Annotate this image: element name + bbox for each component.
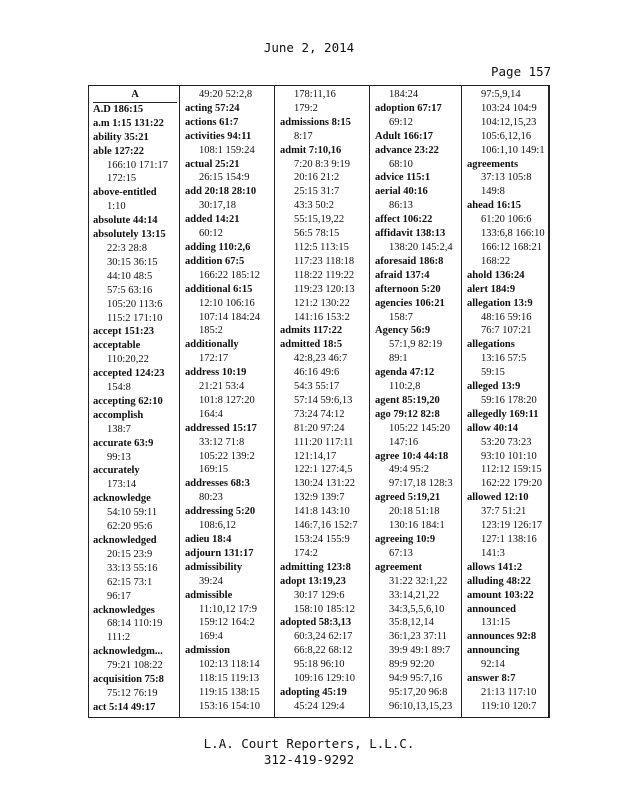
- index-page-refs: 93:10 101:10: [481, 450, 537, 462]
- header-date: June 2, 2014: [263, 40, 355, 55]
- index-page-refs: 108:6,12: [199, 520, 237, 532]
- index-entry: agreeing 10:9: [375, 534, 436, 545]
- index-page-refs: 115:2 171:10: [107, 312, 163, 324]
- index-page-refs: 130:16 184:1: [389, 520, 445, 532]
- index-entry: adopt 13:19,23: [280, 575, 346, 587]
- index-page-refs: 141:8 143:10: [294, 506, 350, 518]
- index-entry: admissibility: [185, 561, 243, 573]
- index-page-refs: 119:15 138:15: [199, 686, 260, 698]
- index-entry: accepting 62:10: [93, 395, 163, 407]
- index-entry: absolutely 13:15: [93, 229, 166, 241]
- footer-phone: 312-419-9292: [263, 752, 355, 767]
- index-page-refs: 178:11,16: [294, 89, 336, 100]
- index-page-refs: 105:22 139:2: [199, 450, 255, 462]
- index-entry: acquisition 75:8: [93, 674, 164, 686]
- index-page-refs: 75:12 76:19: [107, 687, 158, 699]
- index-entry: acknowledges: [93, 604, 155, 616]
- index-page-refs: 174:2: [294, 547, 318, 559]
- index-column-5: [467, 88, 549, 714]
- index-page-refs: 57:5 63:16: [107, 284, 153, 296]
- index-page-refs: 101:8 127:20: [199, 394, 255, 406]
- index-page-refs: 60:12: [199, 228, 223, 240]
- index-page-refs: 107:14 184:24: [199, 311, 260, 323]
- index-entry: acceptable: [93, 340, 141, 352]
- index-entry: Adult 166:17: [375, 130, 434, 142]
- index-page-refs: 118:15 119:13: [199, 673, 260, 685]
- index-page-refs: 69:12: [389, 116, 413, 128]
- index-entry: addressed 15:17: [185, 422, 257, 434]
- index-entry: accurately: [93, 465, 140, 477]
- index-entry: alert 184:9: [467, 283, 516, 295]
- index-entry: announcing: [467, 645, 520, 657]
- index-page-refs: 153:16 154:10: [199, 700, 260, 712]
- word-index-table: [88, 85, 550, 718]
- index-page-refs: 102:13 118:14: [199, 659, 260, 671]
- index-entry: alluding 48:22: [467, 575, 531, 587]
- index-page-refs: 33:14,21,22: [389, 589, 440, 601]
- index-page-refs: 158:7: [389, 311, 413, 323]
- index-entry: agreed 5:19,21: [375, 492, 441, 504]
- index-page-refs: 168:22: [481, 255, 511, 267]
- index-entry: above-entitled: [93, 187, 157, 199]
- index-page-refs: 141:3: [481, 547, 505, 559]
- index-column-1: [93, 88, 177, 715]
- index-entry: amount 103:22: [467, 589, 534, 601]
- index-page-refs: 149:8: [481, 186, 505, 198]
- index-entry: afternoon 5:20: [375, 283, 441, 295]
- index-page-refs: 105:6,12,16: [481, 130, 532, 142]
- index-page-refs: 89:9 92:20: [389, 659, 435, 671]
- index-page-refs: 122:1 127:4,5: [294, 464, 353, 476]
- index-page-refs: 121:2 130:22: [294, 297, 350, 309]
- index-column-3: [280, 88, 366, 714]
- column-divider: [369, 86, 370, 717]
- index-page-refs: 57:14 59:6,13: [294, 394, 353, 406]
- index-page-refs: 121:14,17: [294, 450, 337, 462]
- index-entry: adjourn 131:17: [185, 547, 254, 559]
- index-page-refs: 97:17,18 128:3: [389, 478, 453, 490]
- index-page-refs: 96:17: [107, 590, 131, 602]
- index-entry: advance 23:22: [375, 144, 439, 156]
- index-page-refs: 92:14: [481, 659, 505, 671]
- index-entry: agenda 47:12: [375, 367, 435, 379]
- index-page-refs: 147:16: [389, 436, 419, 448]
- index-page-refs: 21:13 117:10: [481, 686, 537, 698]
- index-page-refs: 68:10: [389, 158, 413, 170]
- index-entry: acknowledge: [93, 493, 151, 505]
- index-page-refs: 59:15: [481, 367, 505, 379]
- index-page-refs: 59:16 178:20: [481, 394, 537, 406]
- index-page-refs: 118:22 119:22: [294, 269, 355, 281]
- page-number: Page 157: [491, 64, 552, 79]
- index-page-refs: 11:10,12 17:9: [199, 603, 257, 615]
- index-entry: announces 92:8: [467, 631, 537, 643]
- index-page-refs: 21:21 53:4: [199, 381, 245, 393]
- index-entry: actual 25:21: [185, 158, 240, 170]
- index-page-refs: 36:1,23 37:11: [389, 631, 447, 643]
- index-page-refs: 56:5 78:15: [294, 228, 340, 240]
- index-column-2: [185, 88, 271, 714]
- index-entry: address 10:19: [185, 367, 247, 379]
- index-page-refs: 166:10 171:17: [107, 159, 168, 171]
- index-entry: announced: [467, 603, 517, 615]
- index-page-refs: 55:15,19,22: [294, 214, 345, 226]
- index-entry: additional 6:15: [185, 283, 253, 295]
- index-page-refs: 96:10,13,15,23: [389, 700, 453, 712]
- index-entry: advice 115:1: [375, 172, 431, 184]
- index-entry: ago 79:12 82:8: [375, 408, 440, 420]
- index-page-refs: 20:18 51:18: [389, 506, 440, 518]
- index-entry: answer 8:7: [467, 673, 516, 685]
- index-page-refs: 162:22 179:20: [481, 478, 542, 490]
- index-page-refs: 61:20 106:6: [481, 214, 532, 226]
- index-entry: accepted 124:23: [93, 368, 165, 380]
- index-page-refs: 159:12 164:2: [199, 617, 255, 629]
- index-entry: added 14:21: [185, 214, 240, 226]
- index-entry: acknowledgm...: [93, 646, 163, 658]
- index-page-refs: 62:20 95:6: [107, 521, 153, 533]
- column-divider: [461, 86, 462, 717]
- index-page-refs: 44:10 48:5: [107, 270, 153, 282]
- index-page-refs: 154:8: [107, 382, 131, 394]
- index-entry: add 20:18 28:10: [185, 186, 257, 198]
- index-page-refs: 30:17 129:6: [294, 589, 345, 601]
- index-page-refs: 30:17,18: [199, 200, 237, 212]
- index-entry: accept 151:23: [93, 326, 154, 338]
- index-entry: alleged 13:9: [467, 381, 521, 393]
- index-page-refs: 31:22 32:1,22: [389, 575, 448, 587]
- index-page-refs: 141:16 153:2: [294, 311, 350, 323]
- index-page-refs: 33:13 55:16: [107, 562, 158, 574]
- index-entry: accurate 63:9: [93, 437, 154, 449]
- index-entry: A.D 186:15: [93, 103, 144, 115]
- index-entry: addressing 5:20: [185, 506, 256, 518]
- index-page-refs: 39:24: [199, 575, 223, 587]
- index-entry: activities 94:11: [185, 130, 252, 142]
- index-entry: afraid 137:4: [375, 269, 430, 281]
- index-page-refs: 49:4 95:2: [389, 464, 429, 476]
- index-entry: Agency 56:9: [375, 325, 431, 337]
- index-page-refs: 46:16 49:6: [294, 367, 340, 379]
- index-page-refs: 22:3 28:8: [107, 242, 147, 254]
- index-entry: aforesaid 186:8: [375, 255, 444, 267]
- index-entry: a.m 1:15 131:22: [93, 117, 164, 129]
- index-entry: allowed 12:10: [467, 492, 529, 504]
- index-page-refs: 99:13: [107, 451, 131, 463]
- index-page-refs: 185:2: [199, 325, 223, 337]
- index-entry: agent 85:19,20: [375, 394, 440, 406]
- index-page-refs: 166:12 168:21: [481, 241, 542, 253]
- index-page-refs: 37:7 51:21: [481, 506, 527, 518]
- index-page-refs: 97:5,9,14: [481, 89, 521, 100]
- index-page-refs: 33:12 71:8: [199, 436, 245, 448]
- index-page-refs: 30:15 36:15: [107, 256, 158, 268]
- column-divider: [179, 86, 180, 717]
- index-entry: adoption 67:17: [375, 102, 442, 114]
- index-page-refs: 73:24 74:12: [294, 408, 345, 420]
- index-page-refs: 172:17: [199, 353, 229, 365]
- index-page-refs: 42:8,23 46:7: [294, 353, 348, 365]
- index-page-refs: 109:16 129:10: [294, 673, 355, 685]
- index-page-refs: 158:10 185:12: [294, 603, 355, 615]
- index-page-refs: 95:17,20 96:8: [389, 686, 448, 698]
- index-page-refs: 54:10 59:11: [107, 507, 158, 519]
- index-page-refs: 138:20 145:2,4: [389, 241, 453, 253]
- index-entry: admitted 18:5: [280, 339, 343, 351]
- index-entry: admits 117:22: [280, 325, 343, 337]
- index-entry: adding 110:2,6: [185, 241, 251, 253]
- index-page-refs: 110:2,8: [389, 381, 421, 393]
- index-page-refs: 108:1 159:24: [199, 144, 255, 156]
- index-page-refs: 130:24 131:22: [294, 478, 355, 490]
- index-entry: act 5:14 49:17: [93, 701, 156, 713]
- index-page-refs: 166:22 185:12: [199, 269, 260, 281]
- index-page-refs: 105:22 145:20: [389, 422, 450, 434]
- index-entry: ahead 16:15: [467, 200, 521, 212]
- index-page-refs: 8:17: [294, 130, 313, 142]
- index-page-refs: 20:16 21:2: [294, 172, 340, 184]
- index-entry: aerial 40:16: [375, 186, 428, 198]
- index-page-refs: 164:4: [199, 408, 223, 420]
- index-page-refs: 62:15 73:1: [107, 576, 153, 588]
- index-page-refs: 7:20 8:3 9:19: [294, 158, 351, 170]
- index-page-refs: 67:13: [389, 547, 413, 559]
- index-page-refs: 117:23 118:18: [294, 255, 355, 267]
- index-page-refs: 138:7: [107, 423, 131, 435]
- index-page-refs: 34:3,5,5,6,10: [389, 603, 445, 615]
- index-page-refs: 112:12 159:15: [481, 464, 542, 476]
- index-page-refs: 53:20 73:23: [481, 436, 532, 448]
- index-entry: admit 7:10,16: [280, 144, 342, 156]
- index-page-refs: 26:15 154:9: [199, 172, 250, 184]
- index-page-refs: 184:24: [389, 89, 419, 100]
- index-page-refs: 1:10: [107, 201, 126, 213]
- index-entry: addition 67:5: [185, 255, 245, 267]
- index-entry: agreements: [467, 158, 519, 170]
- index-page-refs: 112:5 113:15: [294, 241, 349, 253]
- index-page-refs: 119:10 120:7: [481, 700, 537, 712]
- index-page-refs: 43:3 50:2: [294, 200, 334, 212]
- index-page-refs: 119:23 120:13: [294, 283, 355, 295]
- index-page-refs: 146:7,16 152:7: [294, 520, 358, 532]
- index-entry: allegedly 169:11: [467, 408, 539, 420]
- index-page-refs: 54:3 55:17: [294, 381, 340, 393]
- index-page-refs: 133:6,8 166:10: [481, 228, 545, 240]
- index-page-refs: 105:20 113:6: [107, 298, 163, 310]
- index-page-refs: 169:4: [199, 631, 223, 643]
- index-page-refs: 95:18 96:10: [294, 659, 345, 671]
- index-page-refs: 81:20 97:24: [294, 422, 345, 434]
- index-entry: ability 35:21: [93, 131, 149, 143]
- index-page-refs: 86:13: [389, 200, 413, 212]
- index-page-refs: 179:2: [294, 102, 318, 114]
- index-page-refs: 25:15 31:7: [294, 186, 340, 198]
- index-page-refs: 48:16 59:16: [481, 311, 532, 323]
- index-page-refs: 111:2: [107, 632, 131, 644]
- index-page-refs: 45:24 129:4: [294, 700, 345, 712]
- index-entry: adopted 58:3,13: [280, 617, 352, 629]
- index-page-refs: 111:20 117:11: [294, 436, 354, 448]
- index-page-refs: 169:15: [199, 464, 229, 476]
- index-page-refs: 49:20 52:2,8: [199, 89, 253, 100]
- index-page-refs: 106:1,10 149:1: [481, 144, 545, 156]
- index-page-refs: 79:21 108:22: [107, 660, 163, 672]
- index-page-refs: 80:23: [199, 492, 223, 504]
- index-entry: allegations: [467, 339, 515, 351]
- index-page-refs: 35:8,12,14: [389, 617, 434, 629]
- index-entry: allows 141:2: [467, 561, 523, 573]
- index-letter-heading: A: [93, 88, 177, 103]
- index-page-refs: 94:9 95:7,16: [389, 673, 443, 685]
- index-page-refs: 127:1 138:16: [481, 534, 537, 545]
- index-page-refs: 76:7 107:21: [481, 325, 532, 337]
- index-entry: affect 106:22: [375, 214, 433, 226]
- index-page-refs: 132:9 139:7: [294, 492, 345, 504]
- index-page-refs: 89:1: [389, 353, 408, 365]
- index-entry: absolute 44:14: [93, 215, 158, 227]
- index-page-refs: 37:13 105:8: [481, 172, 532, 184]
- column-divider: [274, 86, 275, 717]
- index-column-4: [375, 88, 459, 714]
- index-page-refs: 104:12,15,23: [481, 116, 537, 128]
- index-entry: agreement: [375, 561, 423, 573]
- index-entry: acknowledged: [93, 535, 157, 546]
- index-entry: admitting 123:8: [280, 561, 351, 573]
- index-page-refs: 110:20,22: [107, 354, 149, 366]
- index-page-refs: 103:24 104:9: [481, 102, 537, 114]
- index-page-refs: 66:8,22 68:12: [294, 645, 353, 657]
- index-entry: ahold 136:24: [467, 269, 525, 281]
- index-page-refs: 60:3,24 62:17: [294, 631, 353, 643]
- index-page-refs: 39:9 49:1 89:7: [389, 645, 451, 657]
- index-page-refs: 173:14: [107, 479, 137, 491]
- index-entry: affidavit 138:13: [375, 228, 446, 240]
- index-page-refs: 12:10 106:16: [199, 297, 255, 309]
- index-page-refs: 20:15 23:9: [107, 548, 153, 560]
- index-entry: agencies 106:21: [375, 297, 445, 309]
- index-entry: accomplish: [93, 409, 144, 421]
- index-entry: additionally: [185, 339, 239, 351]
- index-entry: allow 40:14: [467, 422, 519, 434]
- index-entry: adopting 45:19: [280, 686, 347, 698]
- index-page-refs: 172:15: [107, 173, 137, 185]
- footer-company: L.A. Court Reporters, L.L.C.: [203, 736, 415, 751]
- index-page-refs: 123:19 126:17: [481, 520, 542, 532]
- index-entry: addresses 68:3: [185, 478, 250, 490]
- index-entry: allegation 13:9: [467, 297, 533, 309]
- index-entry: adieu 18:4: [185, 534, 232, 545]
- index-entry: actions 61:7: [185, 116, 239, 128]
- index-page-refs: 57:1,9 82:19: [389, 339, 443, 351]
- index-entry: able 127:22: [93, 145, 145, 157]
- index-page-refs: 13:16 57:5: [481, 353, 527, 365]
- index-entry: admission: [185, 645, 230, 657]
- index-entry: admissions 8:15: [280, 116, 351, 128]
- index-page-refs: 131:15: [481, 617, 511, 629]
- index-entry: acting 57:24: [185, 102, 240, 114]
- index-entry: admissible: [185, 589, 233, 601]
- index-page-refs: 68:14 110:19: [107, 618, 163, 630]
- index-entry: agree 10:4 44:18: [375, 450, 449, 462]
- index-page-refs: 153:24 155:9: [294, 534, 350, 545]
